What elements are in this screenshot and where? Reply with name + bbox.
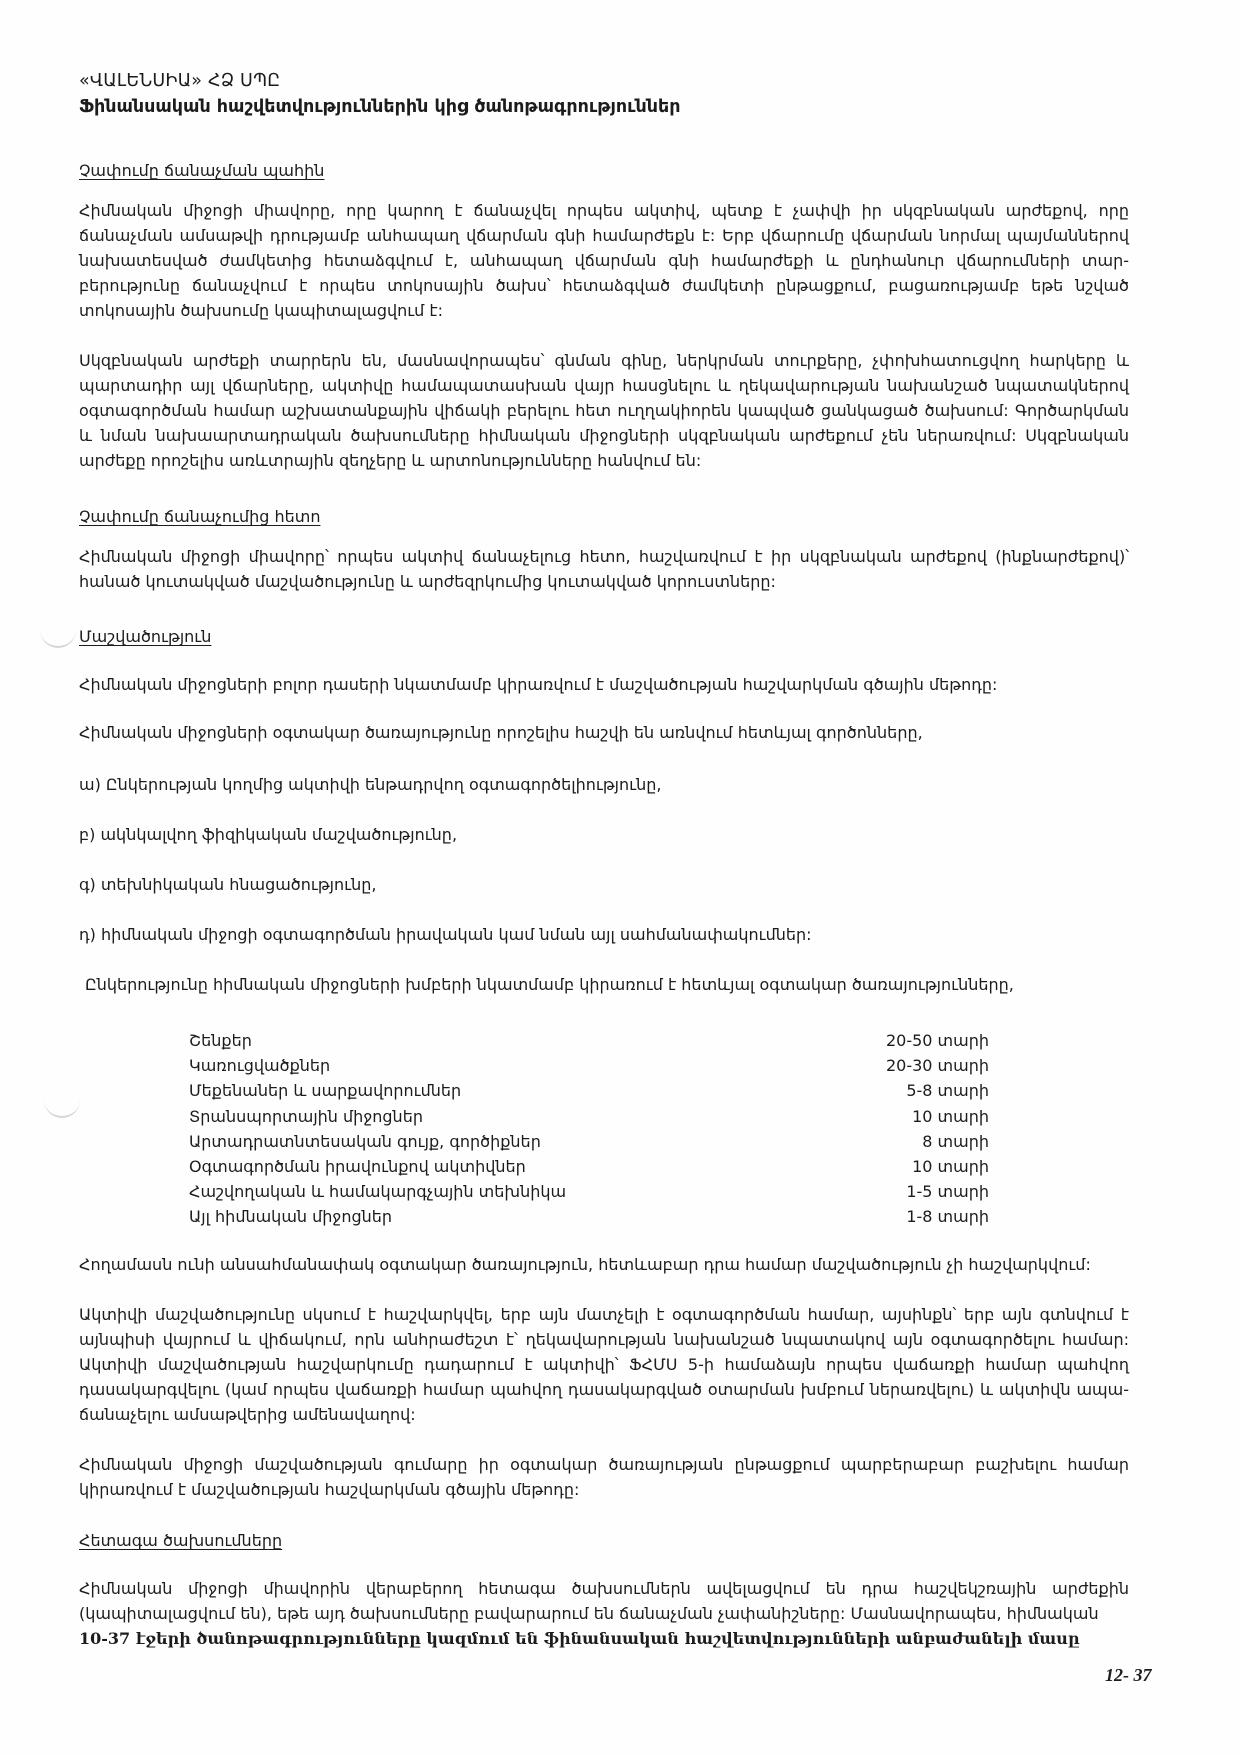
paragraph-subsequent-costs: Հիմնական միջոցի միավորին վերաբերող հետագա ծախսումներն ավելացվում են դրա հաշվեկշռային արժեքին (կապիտալացվում են), եթե այդ ծախսումները բավարարում են ճանաչման չափանիշները: Մասնավորապես, հիմնական	[79, 1579, 1129, 1623]
heading-after-recognition: Չափումը ճանաչումից հետո	[79, 507, 321, 526]
page-number: 12- 37	[1105, 1665, 1152, 1685]
paragraph-depreciation-start: Ակտիվի մաշվածությունը սկսում է հաշվարկվել, երբ այն մատչելի է օգտագործման համար, այսինքն՝ երբ այն գտնվում է այնպիսի վայրում և վիճակում, որն անհրաժեշտ է՝ ղեկավարության նախանշած նպատակով այն օգտագործելու համար: Ակտիվի մաշվածության հաշվարկումը դադարում է ակտիվի՝ ՖՀՄՍ 5-ի համաձայն որպես վաճառքի համար պահվող դասակարգվելու (կամ որպես վաճառքի համար պահվող դասակարգված օտարման խմբում ներառվելու) և ակտիվն ապա-ճանաչելու ամսաթվերից ամենավաղով:	[79, 1305, 1129, 1424]
asset-class: Շենքեր	[189, 1031, 252, 1050]
table-row	[189, 1129, 989, 1154]
paragraph-initial-recognition-2: Սկզբնական արժեքի տարրերն են, մասնավորապես՝ գնման գինը, ներկրման տուրքերը, չփոխհատուցվող հարկերը և պարտադիր այլ վճարները, ակտիվը համապատասխան վայր հասցնելու և ղեկավարության նախանշած նպատակներով օգտագործման համար աշխատանքային վիճակի բերելու հետ ուղղակիորեն կապված ցանկացած ծախսում: Գործարկման և նման նախաարտադրական ծախսումները հիմնական միջոցների սկզբնական արժեքում չեն ներառվում: Սկզբնական արժեքը որոշելիս առևտրային զեղչերը և արտոնությունները հանվում են:	[79, 351, 1129, 470]
heading-initial-recognition: Չափումը ճանաչման պահին	[79, 161, 325, 180]
paragraph-initial-recognition-1: Հիմնական միջոցի միավորը, որը կարող է ճանաչվել որպես ակտիվ, պետք է չափվի իր սկզբնական արժեքով, որը ճանաչման ամսաթվի դրությամբ անհապաղ վճարման գնի համարժեքն է: Երբ վճարումը վճարման նորմալ պայմաններով նախատեսված ժամկետից հետաձգվում է, անհապաղ վճարման գնի համարժեքի և ընդհանուր վճարումների տար-բերությունը ճանաչվում է որպես տոկոսային ծախս՝ հետաձգված ժամկետի ընթացքում, բացառությամբ եթե նշված տոկոսային ծախսումը կապիտալացվում է:	[79, 201, 1129, 320]
asset-class: Կառուցվածքներ	[189, 1056, 331, 1076]
paragraph-after-recognition: Հիմնական միջոցի միավորը՝ որպես ակտիվ ճանաչելուց հետո, հաշվառվում է իր սկզբնական արժեքով (ինքնարժեքով)՝ հանած կուտակված մաշվածությունը և արժեզրկումից կուտակված կորուստները:	[79, 547, 1129, 591]
asset-class: Տրանսպորտային միջոցներ	[189, 1106, 423, 1126]
factor-item-d: դ) հիմնական միջոցի օգտագործման իրավական կամ նման այլ սահմանափակումներ:	[79, 925, 812, 944]
table-row	[189, 1154, 989, 1179]
asset-class: Արտադրատնտեսական գույք, գործիքներ	[189, 1131, 541, 1151]
table-row	[189, 1028, 989, 1053]
document-subtitle: Ֆինանսական հաշվետվություններին կից ծանոթագրություններ	[79, 97, 681, 117]
heading-subsequent-costs: Հետագա ծախսումները	[79, 1531, 283, 1550]
asset-class: Այլ հիմնական միջոցներ	[189, 1207, 393, 1227]
factor-item-b: բ) ակնկալվող ֆիզիկական մաշվածությունը,	[79, 825, 458, 844]
table-row	[189, 1204, 989, 1229]
scan-punch-mark	[40, 628, 76, 648]
heading-depreciation: Մաշվածություն	[79, 627, 212, 646]
useful-life: 1-8 տարի	[906, 1207, 989, 1227]
paragraph-depreciation-method: Հիմնական միջոցների բոլոր դասերի նկատմամբ կիրառվում է մաշվածության հաշվարկման գծային մեթոդը:	[79, 675, 998, 694]
asset-class: Մեքենաներ և սարքավորումներ	[189, 1081, 462, 1101]
document-header	[79, 68, 1129, 120]
useful-life: 20-50 տարի	[885, 1031, 989, 1050]
useful-life: 8 տարի	[922, 1131, 989, 1151]
table-row	[189, 1179, 989, 1204]
useful-life: 5-8 տարի	[906, 1081, 989, 1101]
useful-life-table	[189, 1028, 989, 1230]
scan-punch-mark	[44, 1098, 80, 1118]
useful-life: 10 տարի	[912, 1106, 989, 1126]
table-row	[189, 1078, 989, 1103]
factor-item-a: ա) Ընկերության կողմից ակտիվի ենթադրվող օգտագործելիությունը,	[79, 775, 662, 794]
table-row	[189, 1053, 989, 1078]
useful-life: 10 տարի	[912, 1157, 989, 1177]
asset-class: Օգտագործման իրավունքով ակտիվներ	[189, 1157, 526, 1177]
useful-life: 20-30 տարի	[885, 1056, 989, 1076]
paragraph-useful-life-intro: Ընկերությունը հիմնական միջոցների խմբերի նկատմամբ կիրառում է հետևյալ օգտակար ծառայությունները,	[85, 975, 1014, 994]
company-name: «ՎԱԼԵՆՍԻԱ» ՀՁ ՍՊԸ	[79, 71, 281, 91]
paragraph-factors-intro: Հիմնական միջոցների օգտակար ծառայությունը որոշելիս հաշվի են առնվում հետևյալ գործոնները,	[79, 723, 923, 742]
paragraph-land: Հողամասն ունի անսահմանափակ օգտակար ծառայություն, հետևաբար դրա համար մաշվածություն չի հաշվարկվում:	[79, 1255, 1091, 1274]
paragraph-depreciation-allocation: Հիմնական միջոցի մաշվածության գումարը իր օգտակար ծառայության ընթացքում պարբերաբար բաշխելու համար կիրառվում է մաշվածության հաշվարկման գծային մեթոդը:	[79, 1455, 1129, 1499]
table-row	[189, 1104, 989, 1129]
useful-life: 1-5 տարի	[906, 1182, 989, 1202]
asset-class: Հաշվողական և համակարգչային տեխնիկա	[189, 1182, 567, 1202]
factor-item-c: գ) տեխնիկական հնացածությունը,	[79, 875, 377, 894]
footer-note: 10-37 էջերի ծանոթագրությունները կազմում են ֆինանսական հաշվետվությունների անբաժանելի մասը	[79, 1629, 1080, 1648]
